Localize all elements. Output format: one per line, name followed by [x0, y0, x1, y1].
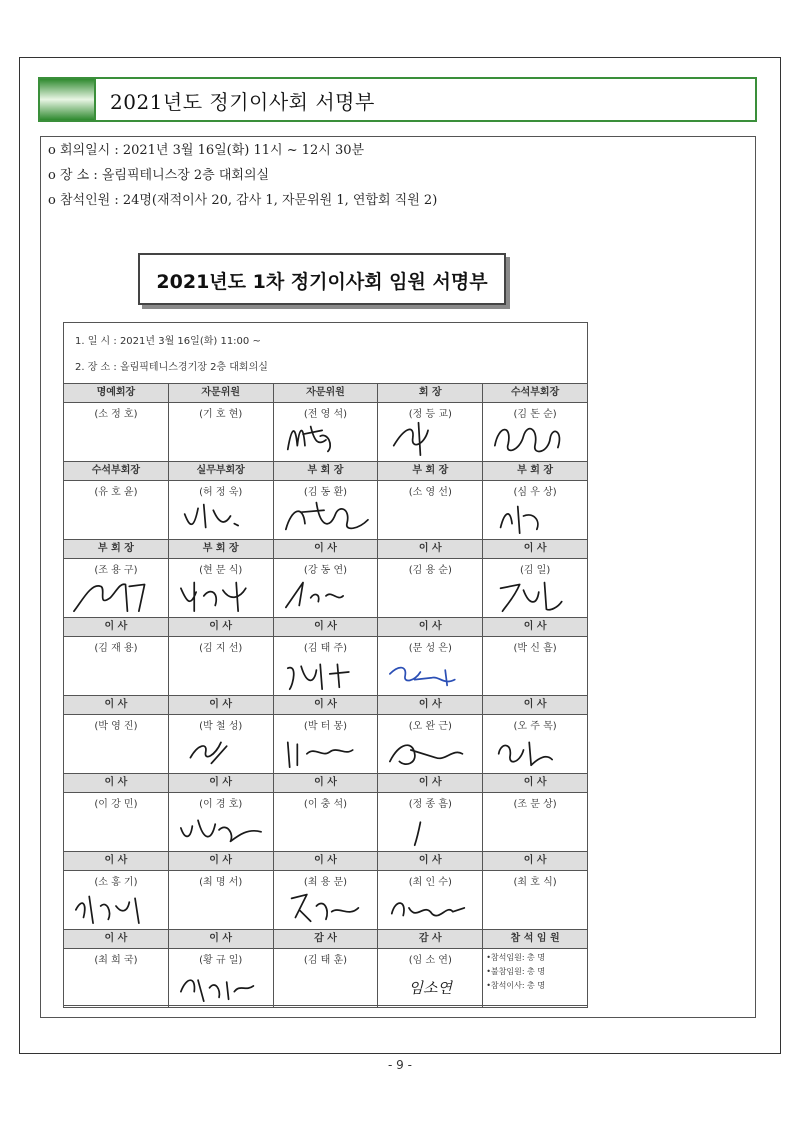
signature-row — [64, 949, 588, 1008]
meeting-datetime: o 회의일시 : 2021년 3월 16일(화) 11시 ~ 12시 30분 — [48, 143, 365, 158]
role-header: 부 회 장 — [168, 540, 273, 559]
person-name: (최 호 식) — [513, 877, 557, 888]
person-name: (김 용 순) — [408, 565, 452, 576]
signature-cell — [168, 793, 273, 852]
role-header: 부 회 장 — [64, 540, 169, 559]
signature-cell — [168, 559, 273, 618]
signature-cell — [483, 559, 588, 618]
signature-mark — [177, 573, 263, 615]
person-name: (문 성 은) — [408, 643, 452, 654]
signature-cell — [378, 481, 483, 540]
signature-mark — [282, 573, 368, 615]
role-row — [64, 930, 588, 949]
role-row — [64, 540, 588, 559]
signature-cell — [483, 403, 588, 462]
role-header: 이 사 — [378, 774, 483, 793]
person-name: (유 호 윤) — [94, 487, 138, 498]
signature-row — [64, 403, 588, 462]
signature-stroke — [285, 503, 367, 530]
signature-mark — [386, 417, 472, 459]
role-row — [64, 696, 588, 715]
person-name: (김 일) — [519, 565, 551, 576]
signature-cell — [273, 403, 378, 462]
role-header: 감 사 — [378, 930, 483, 949]
page-number: - 9 - — [388, 1058, 412, 1072]
signature-cell — [483, 481, 588, 540]
signature-mark — [491, 417, 577, 459]
role-header: 실무부회장 — [168, 462, 273, 481]
signature-stroke — [501, 506, 538, 533]
signature-cell — [273, 481, 378, 540]
person-name: (김 재 용) — [94, 643, 138, 654]
signature-mark — [282, 495, 368, 537]
role-header: 이 사 — [64, 618, 169, 637]
signature-cell — [483, 715, 588, 774]
scanned-title: 2021년도 1차 정기이사회 임원 서명부 — [156, 271, 488, 293]
signature-mark — [386, 729, 472, 771]
person-name: (오 완 근) — [408, 721, 452, 732]
role-header: 이 사 — [168, 930, 273, 949]
signature-mark — [282, 651, 368, 693]
person-name: (최 명 서) — [199, 877, 243, 888]
signature-stroke — [74, 584, 145, 611]
person-name: (소 정 호) — [94, 409, 138, 420]
signature-cell — [64, 559, 169, 618]
signature-row — [64, 559, 588, 618]
person-name: (이 충 석) — [303, 799, 348, 810]
signature-stroke — [501, 583, 562, 612]
role-header: 이 사 — [483, 852, 588, 871]
signature-stroke — [394, 423, 428, 455]
meeting-attendees: o 참석인원 : 24명(재적이사 20, 감사 1, 자문위원 1, 연합회 직원 2) — [48, 193, 438, 208]
signature-stroke — [499, 742, 552, 765]
person-name: (황 규 일) — [199, 955, 243, 966]
person-name: (현 문 식) — [199, 565, 243, 576]
person-name: (정 종 흠) — [408, 799, 452, 810]
role-header: 명예회장 — [64, 384, 169, 403]
role-header: 이 사 — [273, 696, 378, 715]
signature-cell — [273, 715, 378, 774]
signature-cell — [273, 871, 378, 930]
role-header: 부 회 장 — [273, 462, 378, 481]
signature-cell — [168, 403, 273, 462]
form-meta-venue: 2. 장 소 : 올림픽테니스경기장 2층 대회의실 — [75, 362, 268, 373]
signature-mark — [177, 963, 263, 1005]
role-header: 부 회 장 — [483, 462, 588, 481]
person-name: (임 소 연) — [408, 955, 452, 966]
role-header: 이 사 — [168, 852, 273, 871]
signature-stroke — [287, 742, 352, 767]
signature-row — [64, 793, 588, 852]
signature-cell — [378, 559, 483, 618]
person-name: (허 정 욱) — [199, 487, 243, 498]
signature-row — [64, 715, 588, 774]
signature-cell — [378, 949, 483, 1008]
person-name: (김 태 주) — [303, 643, 348, 654]
signature-mark — [386, 807, 472, 849]
person-name: (소 홍 기) — [94, 877, 138, 888]
signature-stroke — [291, 895, 358, 922]
role-header: 이 사 — [483, 774, 588, 793]
header-swatch-icon — [40, 79, 94, 120]
signature-cell — [378, 871, 483, 930]
role-header: 이 사 — [168, 618, 273, 637]
person-name: (이 강 민) — [94, 799, 138, 810]
signature-cell — [483, 793, 588, 852]
signature-cell — [64, 403, 169, 462]
role-header: 이 사 — [483, 540, 588, 559]
signature-mark — [72, 885, 158, 927]
person-name: (김 태 훈) — [303, 955, 348, 966]
signature-cell — [64, 637, 169, 696]
role-header: 회 장 — [378, 384, 483, 403]
signature-cell — [64, 481, 169, 540]
attendance-line: •참석임원: 총 명 — [486, 953, 546, 962]
signature-mark — [282, 885, 368, 927]
signature-stroke — [392, 903, 465, 916]
role-header: 이 사 — [483, 618, 588, 637]
role-header: 참 석 임 원 — [483, 930, 588, 949]
role-header: 부 회 장 — [378, 462, 483, 481]
person-name: (심 우 상) — [513, 487, 557, 498]
page-title: 2021년도 정기이사회 서명부 — [110, 90, 375, 114]
signature-mark — [177, 807, 263, 849]
signature-stroke — [285, 583, 342, 608]
signature-cell — [378, 637, 483, 696]
person-name: (박 철 성) — [199, 721, 243, 732]
person-name: (조 문 상) — [513, 799, 557, 810]
role-header: 이 사 — [273, 540, 378, 559]
signature-stroke — [181, 980, 254, 1001]
person-name: (조 용 구) — [94, 565, 138, 576]
signature-cell — [483, 871, 588, 930]
role-header: 이 사 — [378, 540, 483, 559]
person-name: (박 영 진) — [94, 721, 138, 732]
role-header: 자문위원 — [168, 384, 273, 403]
signature-stroke — [181, 583, 246, 612]
role-row — [64, 462, 588, 481]
role-header: 이 사 — [273, 618, 378, 637]
role-row — [64, 618, 588, 637]
meeting-venue: o 장 소 : 올림픽테니스장 2층 대회의실 — [48, 168, 270, 183]
role-header: 이 사 — [64, 852, 169, 871]
signature-mark — [386, 885, 472, 927]
person-name: (김 돈 순) — [513, 409, 557, 420]
signature-row — [64, 481, 588, 540]
signature-stroke — [76, 896, 139, 923]
signature-stroke — [287, 427, 329, 452]
role-header: 수석부회장 — [483, 384, 588, 403]
signature-mark — [282, 417, 368, 459]
role-header: 이 사 — [64, 774, 169, 793]
role-header: 이 사 — [273, 852, 378, 871]
section-header — [38, 77, 757, 122]
role-header: 자문위원 — [273, 384, 378, 403]
role-header: 이 사 — [168, 696, 273, 715]
role-header: 이 사 — [64, 930, 169, 949]
person-name: (강 동 연) — [303, 565, 348, 576]
attendance-line: •불참임원: 총 명 — [486, 967, 546, 976]
signature-cell — [64, 949, 169, 1008]
signature-mark — [491, 573, 577, 615]
signature-cell — [378, 715, 483, 774]
role-header: 이 사 — [273, 774, 378, 793]
signature-mark — [72, 573, 158, 615]
person-name: (최 희 국) — [94, 955, 138, 966]
signature-cell — [168, 481, 273, 540]
role-header: 이 사 — [483, 696, 588, 715]
signature-cell — [273, 559, 378, 618]
person-name: (전 영 석) — [303, 409, 348, 420]
signature-cell — [64, 793, 169, 852]
signature-mark — [177, 495, 263, 537]
role-header: 감 사 — [273, 930, 378, 949]
signature-cell — [273, 949, 378, 1008]
signature-cell — [64, 715, 169, 774]
role-header: 이 사 — [378, 618, 483, 637]
person-name: (기 호 현) — [199, 409, 243, 420]
signature-cell — [168, 949, 273, 1008]
signature-mark — [282, 729, 368, 771]
signature-cell — [378, 403, 483, 462]
person-name: (정 등 교) — [408, 409, 452, 420]
signature-table — [63, 383, 588, 1008]
signature-cell — [273, 793, 378, 852]
role-header: 수석부회장 — [64, 462, 169, 481]
signature-cell — [168, 871, 273, 930]
person-name: (소 영 선) — [408, 487, 452, 498]
person-name: (박 신 흠) — [513, 643, 557, 654]
signature-stroke — [415, 822, 421, 845]
handwritten-name: 임소연 — [408, 979, 453, 997]
signature-cell — [378, 793, 483, 852]
attendance-line: •참석이사: 총 명 — [486, 981, 546, 990]
person-name: (박 터 몽) — [303, 721, 348, 732]
person-name: (오 주 목) — [513, 721, 557, 732]
signature-stroke — [390, 668, 455, 686]
signature-row — [64, 871, 588, 930]
signature-stroke — [390, 745, 463, 764]
signature-mark — [491, 495, 577, 537]
person-name: (최 용 문) — [303, 877, 348, 888]
signature-stroke — [190, 742, 226, 763]
signature-cell — [273, 637, 378, 696]
signature-cell — [64, 871, 169, 930]
signature-cell — [168, 637, 273, 696]
signature-stroke — [184, 505, 237, 528]
role-header: 이 사 — [378, 852, 483, 871]
signature-cell — [168, 715, 273, 774]
person-name: (최 인 수) — [408, 877, 452, 888]
role-row — [64, 774, 588, 793]
role-header: 이 사 — [378, 696, 483, 715]
signature-cell — [483, 949, 588, 1008]
scanned-title-box — [138, 253, 506, 305]
signature-stroke — [495, 429, 560, 452]
role-row — [64, 384, 588, 403]
form-meta-datetime: 1. 일 시 : 2021년 3월 16일(화) 11:00 ~ — [75, 336, 261, 347]
signature-stroke — [181, 820, 261, 841]
signature-mark — [177, 729, 263, 771]
person-name: (김 동 환) — [303, 487, 348, 498]
person-name: (김 지 선) — [199, 643, 243, 654]
person-name: (이 경 호) — [199, 799, 243, 810]
role-header: 이 사 — [168, 774, 273, 793]
signature-cell — [483, 637, 588, 696]
header-divider — [94, 79, 96, 120]
signature-mark — [386, 651, 472, 693]
signature-stroke — [287, 664, 348, 689]
role-header: 이 사 — [64, 696, 169, 715]
role-row — [64, 852, 588, 871]
signature-mark — [491, 729, 577, 771]
signature-row — [64, 637, 588, 696]
